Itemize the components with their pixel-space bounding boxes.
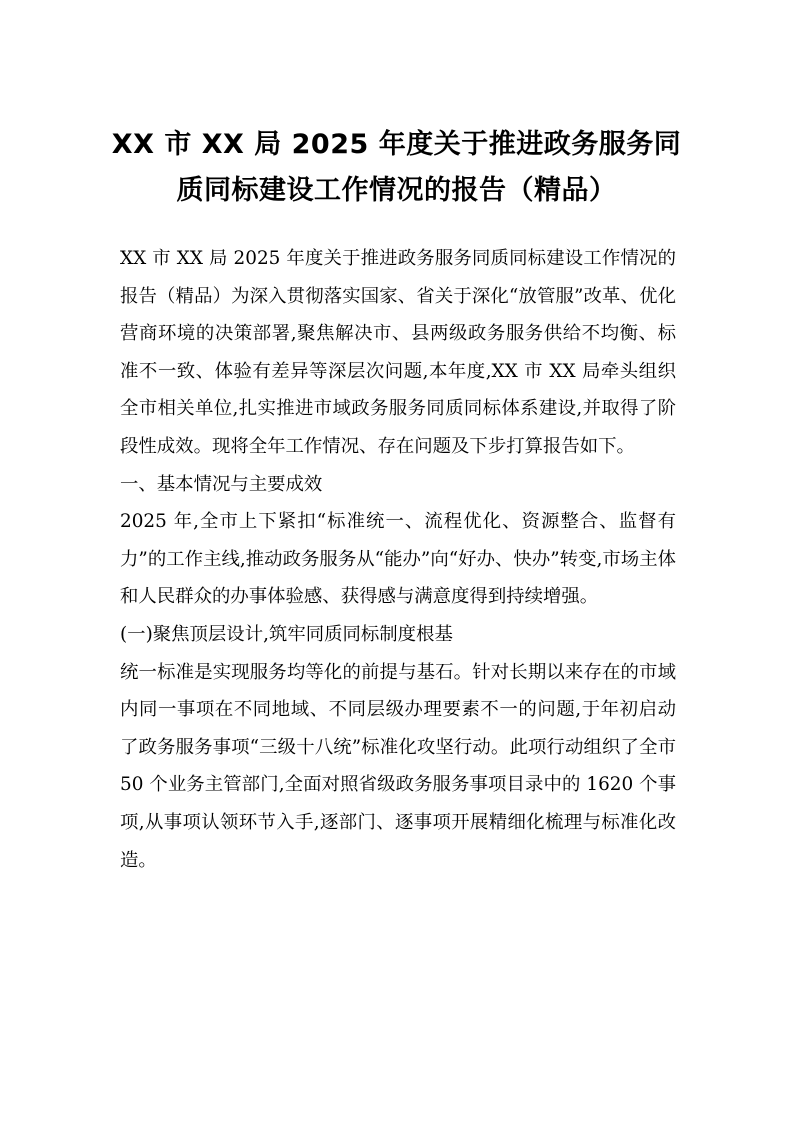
subsection-heading: (一)聚焦顶层设计,筑牢同质同标制度根基 [120,623,453,645]
intro-paragraph: XX 市 XX 局 2025 年度关于推进政务服务同质同标建设工作情况的报告（精品）为深入贯彻落实国家、省关于深化“放管服”改革、优化营商环境的决策部署,聚焦解决市、县两级政务服务供给不均衡、标准不一致、体验有差异等深层次问题,本年度,XX 市 XX 局牵头组织全市相关单位,扎实推进市域政务服务同质同标体系建设,并取得了阶段性成效。现将全年工作情况、存在问题及下步打算报告如下。 [120,248,676,457]
document-body [120,240,676,879]
document-title: XX 市 XX 局 2025 年度关于推进政务服务同质同标建设工作情况的报告（精品） [111,129,682,206]
section-heading: 一、基本情况与主要成效 [120,473,323,495]
section-paragraph: 2025 年,全市上下紧扣“标准统一、流程优化、资源整合、监督有力”的工作主线,推动政务服务从“能办”向“好办、快办”转变,市场主体和人民群众的办事体验感、获得感与满意度得到持续增强。 [120,511,676,608]
subsection-paragraph: 统一标准是实现服务均等化的前提与基石。针对长期以来存在的市域内同一事项在不同地域、不同层级办理要素不一的问题,于年初启动了政务服务事项“三级十八统”标准化攻坚行动。此项行动组织了全市 50 个业务主管部门,全面对照省级政务服务事项目录中的 1620 个事项,从事项认领环节入手,逐部门、逐事项开展精细化梳理与标准化改造。 [120,661,676,871]
